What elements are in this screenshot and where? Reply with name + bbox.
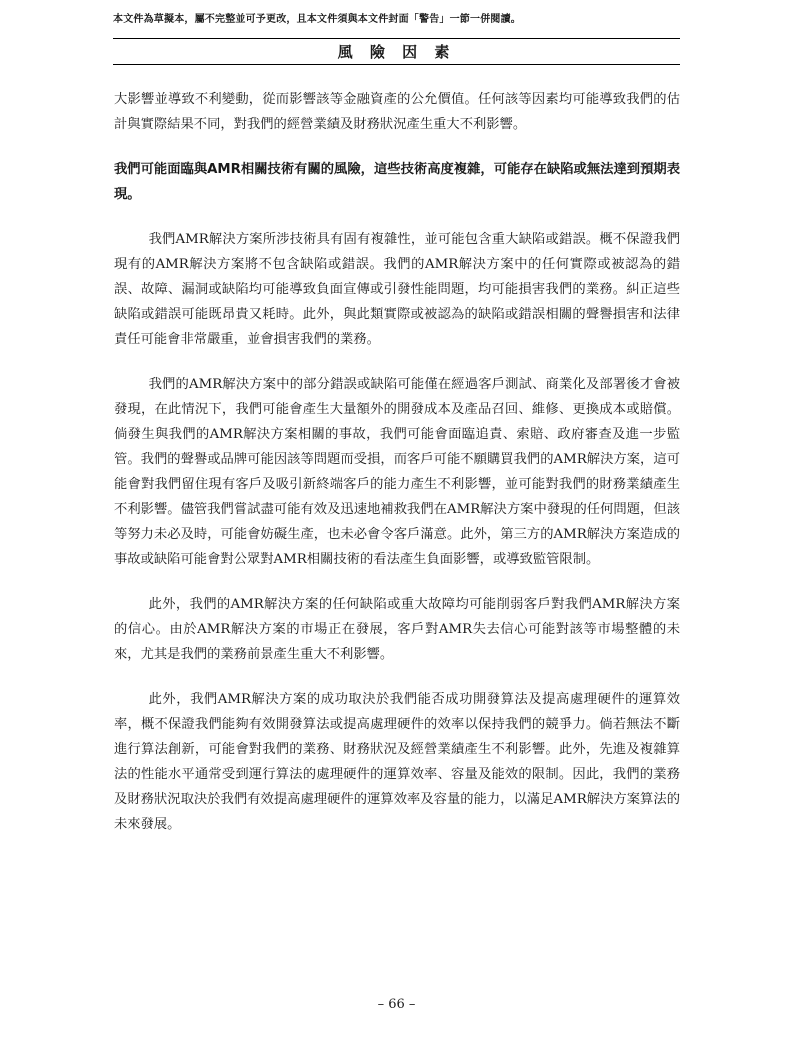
- document-body: [114, 87, 680, 857]
- paragraph-continuation: 大影響並導致不利變動，從而影響該等金融資產的公允價值。任何該等因素均可能導致我們的估計與實際結果不同，對我們的經營業績及財務狀況產生重大不利影響。: [114, 92, 680, 132]
- header-rule-bottom: [113, 64, 680, 65]
- risk-factor-heading: 我們可能面臨與AMR相關技術有關的風險，這些技術高度複雜，可能存在缺陷或無法達到預期表現。: [114, 162, 680, 202]
- paragraph-algorithm-efficiency: 此外，我們AMR解決方案的成功取決於我們能否成功開發算法及提高處理硬件的運算效率，概不保證我們能夠有效開發算法或提高處理硬件的效率以保持我們的競爭力。倘若無法不斷進行算法創新，可能會對我們的業務、財務狀況及經營業績產生不利影響。此外，先進及複雜算法的性能水平通常受到運行算法的處理硬件的運算效率、容量及能效的限制。因此，我們的業務及財務狀況取決於我們有效提高處理硬件的運算效率及容量的能力，以滿足AMR解決方案算法的未來發展。: [114, 692, 680, 832]
- paragraph-errors-after-deployment: 我們的AMR解決方案中的部分錯誤或缺陷可能僅在經過客戶測試、商業化及部署後才會被發現，在此情況下，我們可能會產生大量額外的開發成本及產品召回、維修、更換成本或賠償。倘發生與我們的AMR解決方案相關的事故，我們可能會面臨追責、索賠、政府審查及進一步監管。我們的聲譽或品牌可能因該等問題而受損，而客戶可能不願購買我們的AMR解決方案，這可能會對我們留住現有客戶及吸引新終端客戶的能力產生不利影響，並可能對我們的財務業績產生不利影響。儘管我們嘗試盡可能有效及迅速地補救我們在AMR解決方案中發現的任何問題，但該等努力未必及時，可能會妨礙生產，也未必會令客戶滿意。此外，第三方的AMR解決方案造成的事故或缺陷可能會對公眾對AMR相關技術的看法產生負面影響，或導致監管限制。: [114, 377, 680, 567]
- section-title: 風 險 因 素: [337, 43, 456, 61]
- draft-disclaimer: 本文件為草擬本，屬不完整並可予更改，且本文件須與本文件封面「警告」一節一併閱讀。: [113, 14, 521, 25]
- page-number: – 66 –: [377, 997, 416, 1012]
- header-rule-top: [113, 38, 680, 39]
- paragraph-technology-defects: 我們AMR解決方案所涉技術具有固有複雜性，並可能包含重大缺陷或錯誤。概不保證我們現有的AMR解決方案將不包含缺陷或錯誤。我們的AMR解決方案中的任何實際或被認為的錯誤、故障、漏洞或缺陷均可能導致負面宣傳或引發性能問題，均可能損害我們的業務。糾正這些缺陷或錯誤可能既昂貴又耗時。此外，與此類實際或被認為的缺陷或錯誤相關的聲譽損害和法律責任可能會非常嚴重，並會損害我們的業務。: [114, 232, 680, 347]
- paragraph-customer-confidence: 此外，我們的AMR解決方案的任何缺陷或重大故障均可能削弱客戶對我們AMR解決方案的信心。由於AMR解決方案的市場正在發展，客戶對AMR失去信心可能對該等市場整體的未來，尤其是我們的業務前景產生重大不利影響。: [114, 597, 680, 662]
